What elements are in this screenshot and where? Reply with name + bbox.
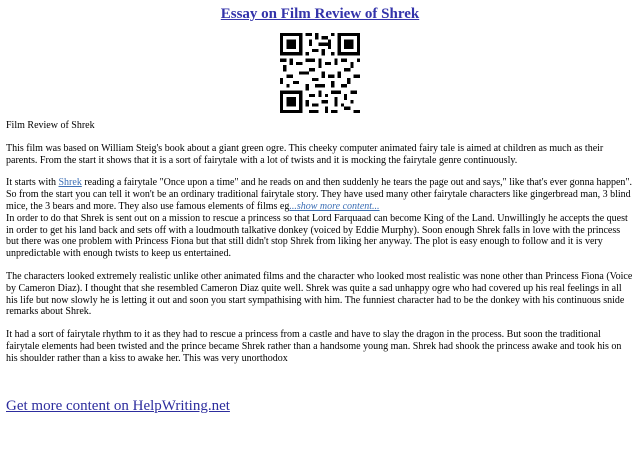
document-body — [6, 120, 634, 365]
shrek-link[interactable]: Shrek — [58, 177, 82, 189]
helpwriting-link[interactable]: Get more content on HelpWriting.net — [6, 398, 230, 414]
paragraph-4: The characters looked extremely realistic unlike other animated films and the character who looked most realistic was none other than Princess Fiona (Voice by Cameron Diaz). I thought that she resembled Cameron Diaz quite well. Shrek was quite a sad unhappy ogre who had covered up his real feelings in all his life but now slowly he is letting it out and soon you start sympathising with him. The funniest character had to be the donkey with his continuous snide remarks about Shrek. — [6, 270, 633, 318]
paragraph-3: In order to do that Shrek is sent out on a mission to rescue a princess so that Lord Farquaad can become King of the Land. Unwillingly he accepts the quest in order to get his land back and sets off with a loudmouth talkative donkey (voiced by Eddie Murphy). Soon enough Shrek falls in love with the princess but there was one problem with Princess Fiona but that still didn't stop Shrek from liking her anyway. The plot is easy enough to follow and it is very unpredictable with enough twists to keep us entertained. — [6, 212, 628, 260]
document-heading: Film Review of Shrek — [6, 120, 95, 131]
paragraph-5: It had a sort of fairytale rhythm to it as they had to rescue a princess from a castle and have to slay the dragon in the process. But soon the traditional fairytale elements had been twisted and the prince became Shrek rather than a handsome young man. Shrek had shook the princess awake and took his on his shoulder rather than a kiss to awake her. This was very unorthodox — [6, 329, 622, 364]
paragraph-1: This film was based on William Steig's book about a giant green ogre. This cheeky computer animated fairy tale is aimed at children as much as their parents. From the start it shows that it is a sort of fairytale with a lot of twists and it is mocking the fairytale genre continuously. — [6, 142, 604, 166]
show-more-link[interactable]: ...show more content... — [289, 200, 380, 212]
paragraph-2-text-a: It starts with — [6, 177, 59, 189]
paragraph-2-text-b: reading a fairytale "Once upon a time" and he reads on and then suddenly he tears the page out and says," like that's ever gonna happen". So from the start you can tell it won't be an ordinary traditional fairytale story. They have used many other fairytale characters like gingerbread man, 3 blind mice, the 3 bears and more. They also use famous elements of films eg — [6, 177, 633, 212]
document-title[interactable]: Essay on Film Review of Shrek — [220, 6, 420, 22]
paragraph-2 — [6, 177, 634, 212]
qr-code-icon — [280, 33, 360, 113]
